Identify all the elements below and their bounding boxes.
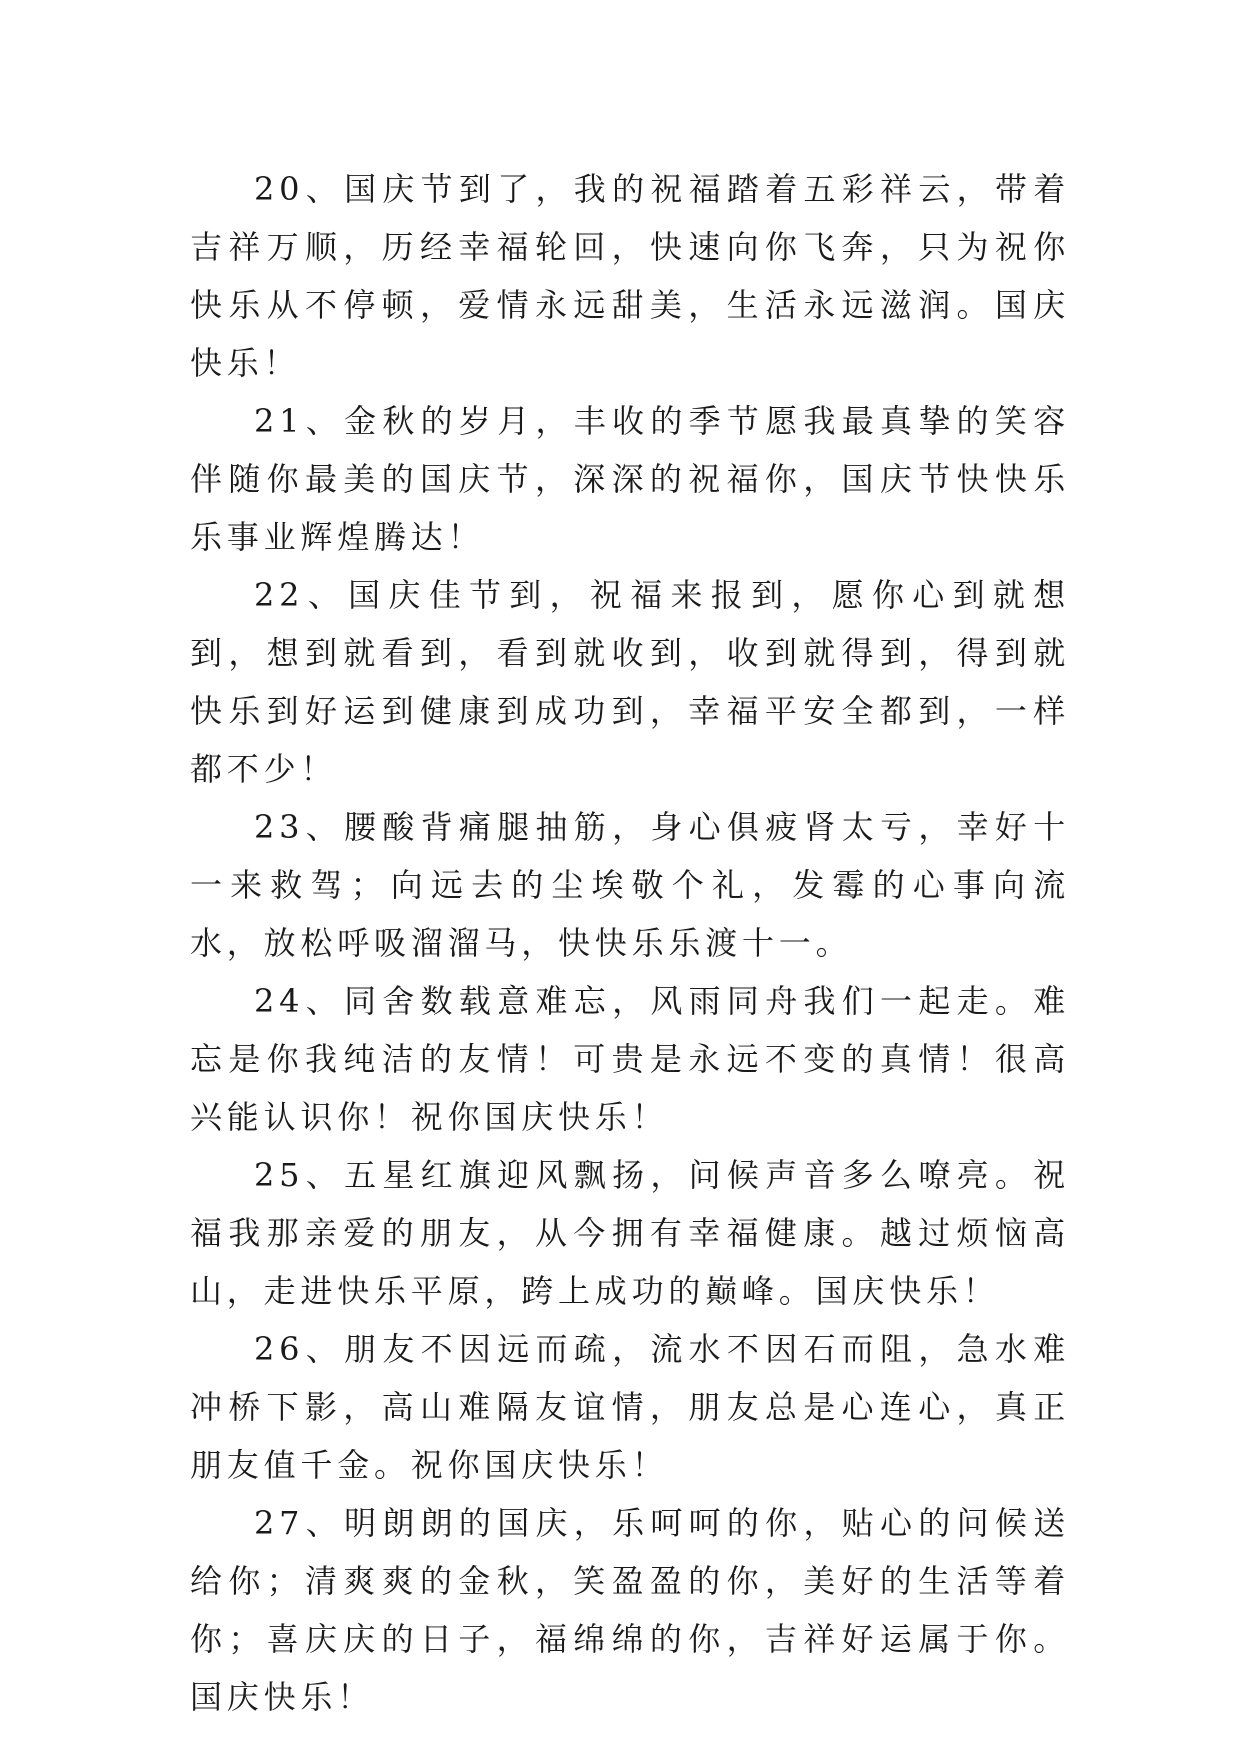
document-body	[190, 160, 1070, 1726]
paragraph-21: 21、金秋的岁月，丰收的季节愿我最真挚的笑容伴随你最美的国庆节，深深的祝福你，国庆节快快乐乐事业辉煌腾达！	[190, 402, 1070, 556]
paragraph-25: 25、五星红旗迎风飘扬，问候声音多么嘹亮。祝福我那亲爱的朋友，从今拥有幸福健康。越过烦恼高山，走进快乐平原，跨上成功的巅峰。国庆快乐！	[190, 1156, 1070, 1310]
paragraph-24: 24、同舍数载意难忘，风雨同舟我们一起走。难忘是你我纯洁的友情！可贵是永远不变的真情！很高兴能认识你！祝你国庆快乐！	[190, 982, 1070, 1136]
paragraph-26: 26、朋友不因远而疏，流水不因石而阻，急水难冲桥下影，高山难隔友谊情，朋友总是心连心，真正朋友值千金。祝你国庆快乐！	[190, 1330, 1070, 1484]
paragraph-23: 23、腰酸背痛腿抽筋，身心俱疲肾太亏，幸好十一来救驾；向远去的尘埃敬个礼，发霉的心事向流水，放松呼吸溜溜马，快快乐乐渡十一。	[190, 808, 1070, 962]
paragraph-22: 22、国庆佳节到，祝福来报到，愿你心到就想到，想到就看到，看到就收到，收到就得到，得到就快乐到好运到健康到成功到，幸福平安全都到，一样都不少！	[190, 576, 1070, 788]
paragraph-20: 20、国庆节到了，我的祝福踏着五彩祥云，带着吉祥万顺，历经幸福轮回，快速向你飞奔，只为祝你快乐从不停顿，爱情永远甜美，生活永远滋润。国庆快乐！	[190, 170, 1070, 382]
paragraph-27: 27、明朗朗的国庆，乐呵呵的你，贴心的问候送给你；清爽爽的金秋，笑盈盈的你，美好的生活等着你；喜庆庆的日子，福绵绵的你，吉祥好运属于你。国庆快乐！	[190, 1504, 1070, 1716]
